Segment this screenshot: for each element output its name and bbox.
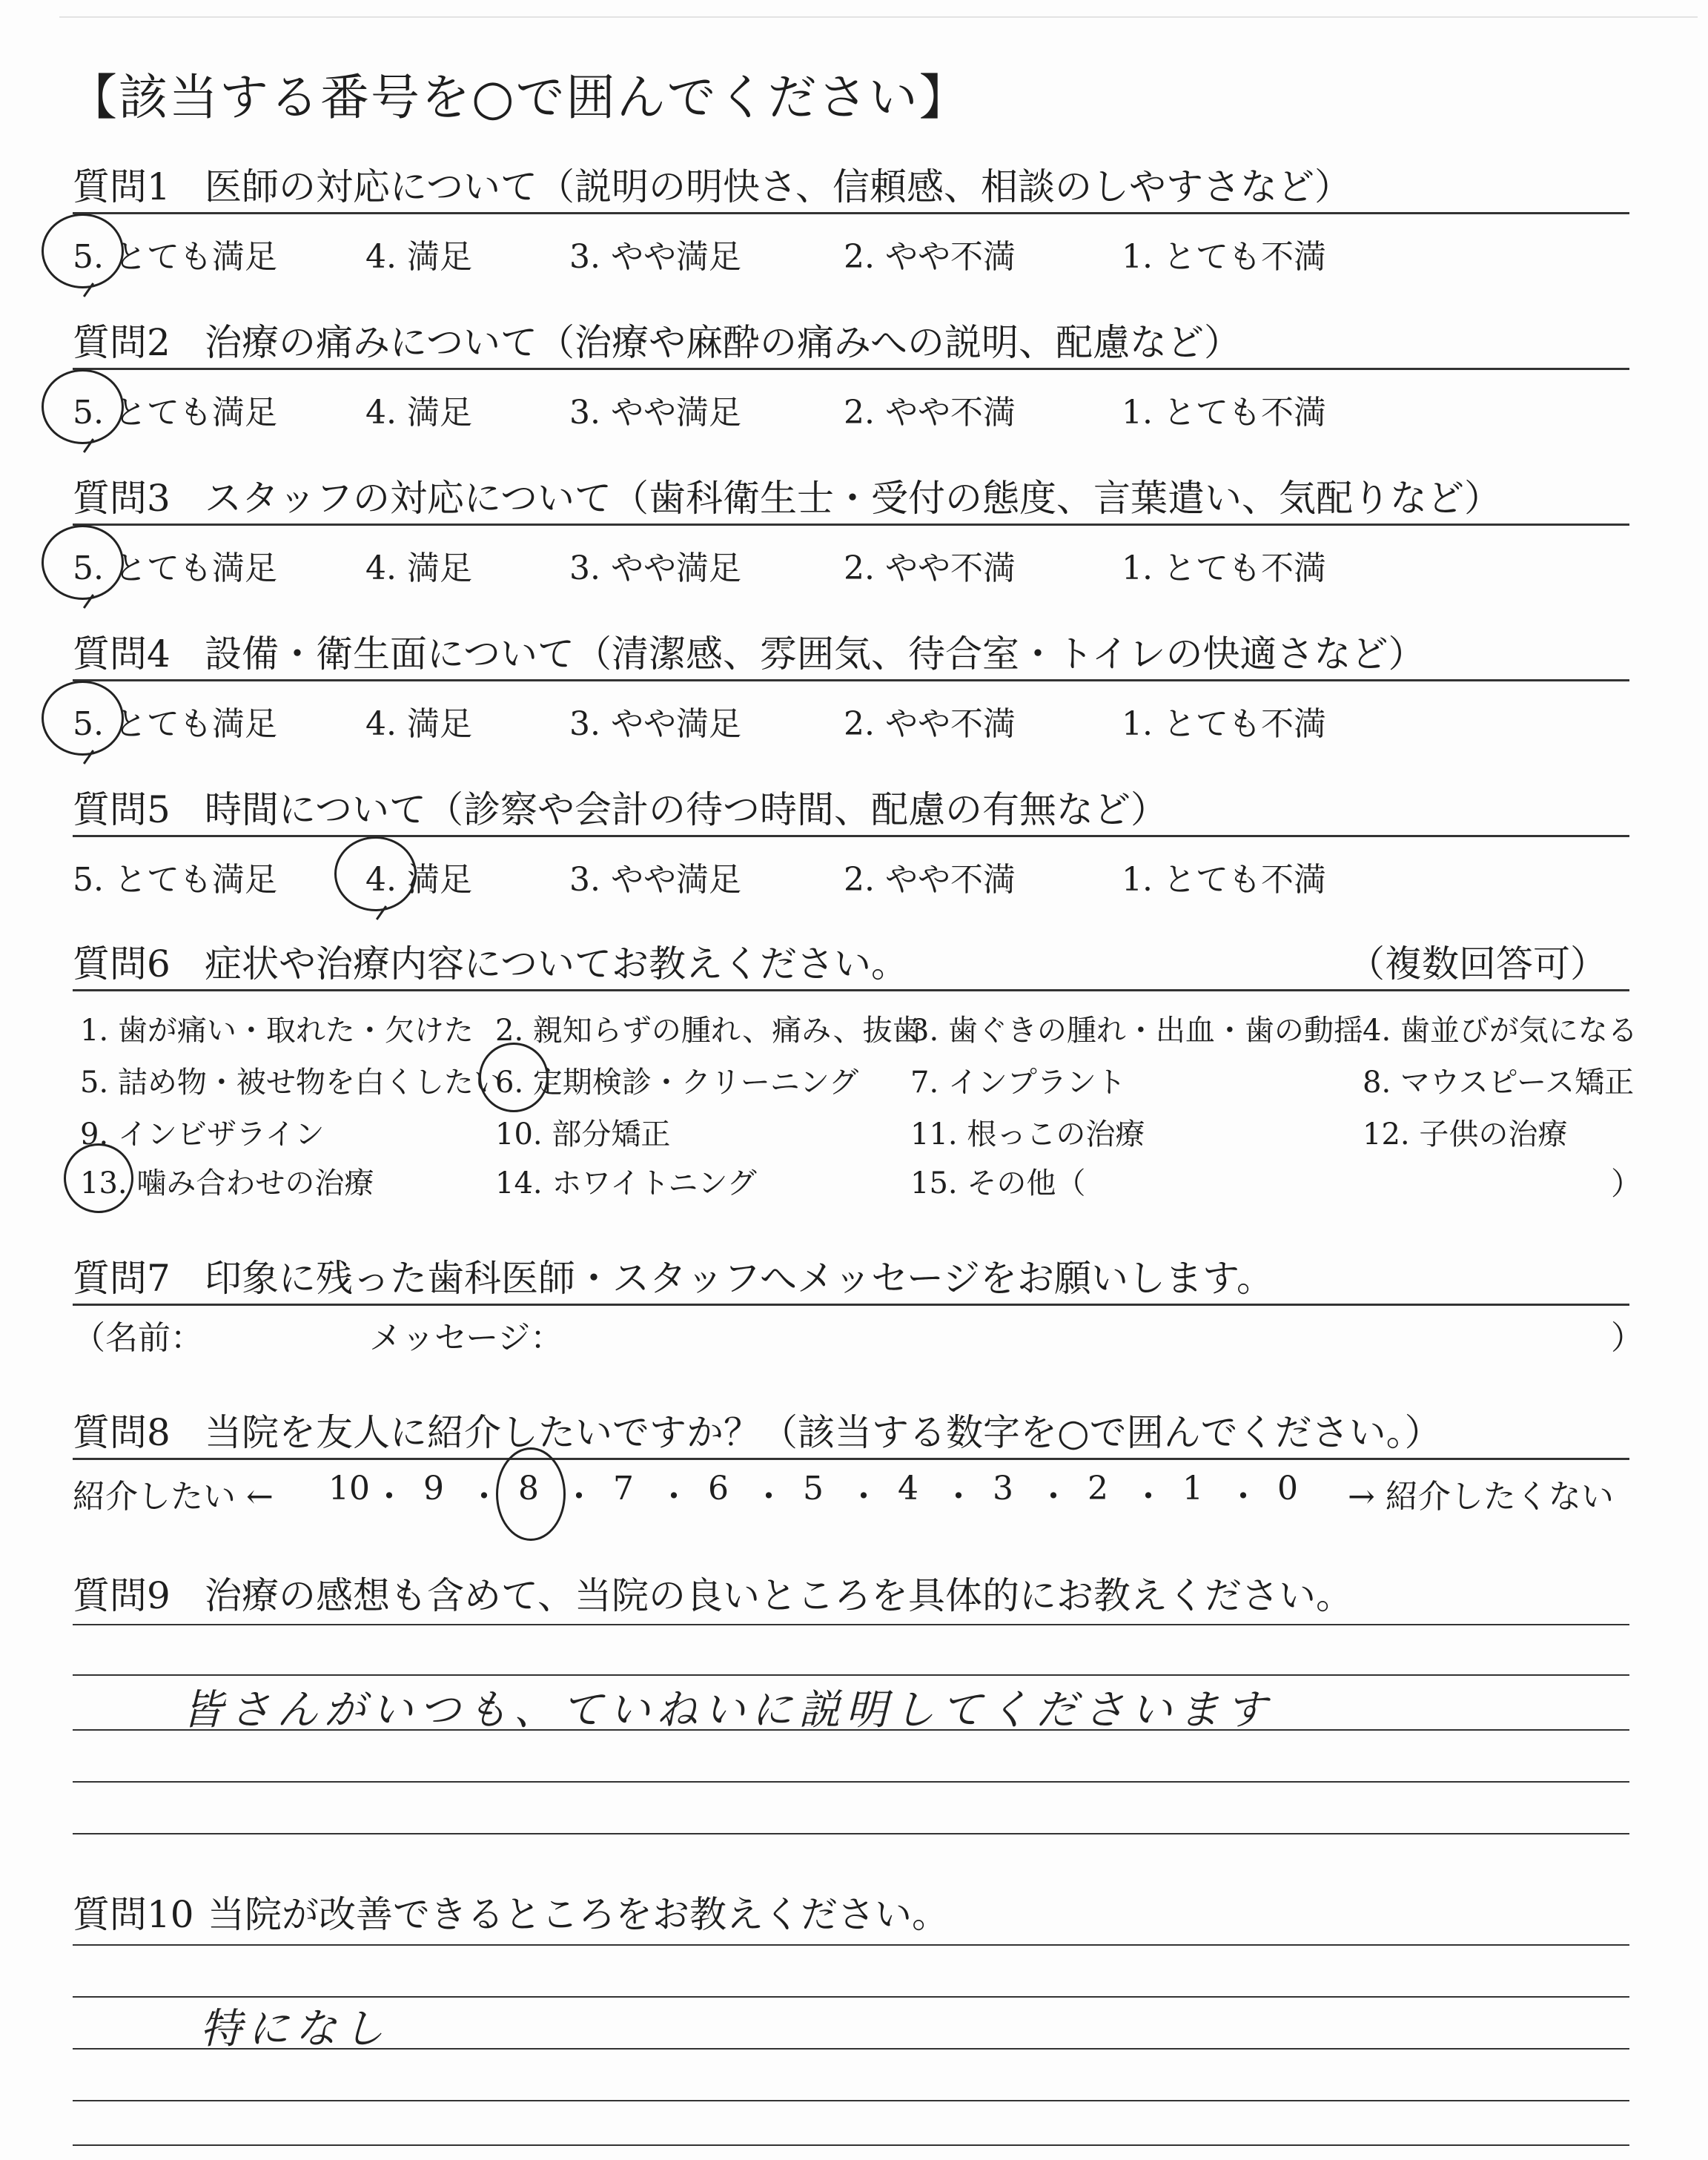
rating-option-1: 1. とても不満 (1122, 238, 1326, 276)
scale-separator: ・ (373, 1478, 406, 1516)
scale-value-10: 10 (328, 1470, 370, 1507)
question-8-header (73, 1401, 1629, 1460)
question-8 (73, 1401, 1629, 1516)
question-5 (73, 779, 1629, 899)
question-7-header (73, 1247, 1629, 1306)
treatment-option-5: 5. 詰め物・被せ物を白くしたい (80, 1066, 503, 1100)
question-number: 質問8 (73, 1411, 171, 1454)
scale-separator: ・ (847, 1478, 880, 1516)
question-3-header (73, 467, 1629, 526)
selection-circle (334, 836, 417, 911)
rating-option-4: 4. 満足 (365, 861, 472, 899)
question-number: 質問10 (73, 1893, 194, 1936)
rating-option-4: 4. 満足 (365, 705, 472, 743)
scale-value-2: 2 (1088, 1470, 1108, 1507)
rating-option-1: 1. とても不満 (1122, 394, 1326, 432)
question-number: 質問6 (73, 942, 171, 985)
scale-value-7: 7 (613, 1470, 634, 1507)
handwritten-answer-q10: 特になし (200, 2005, 390, 2053)
question-number: 質問4 (73, 633, 171, 676)
question-text: 設備・衛生面について（清潔感、雰囲気、待合室・トイレの快適さなど） (205, 633, 1426, 676)
question-text: 治療の痛みについて（治療や麻酔の痛みへの説明、配慮など） (205, 321, 1241, 364)
handwritten-answer-q9: 皆さんがいつも、ていねいに説明してくださいます (182, 1686, 1273, 1734)
treatment-option-1: 1. 歯が痛い・取れた・欠けた (80, 1014, 474, 1048)
treatment-option-15: 15. その他（ (910, 1166, 1086, 1200)
rating-option-5: 5. とても満足 (73, 705, 277, 743)
treatment-option-8: 8. マウスピース矯正 (1363, 1066, 1635, 1100)
rating-option-4: 4. 満足 (365, 549, 472, 587)
question-text: スタッフの対応について（歯科衛生士・受付の態度、言葉遣い、気配りなど） (205, 477, 1501, 520)
treatment-option-2: 2. 親知らずの腫れ、痛み、抜歯 (495, 1014, 922, 1048)
scale-separator: ・ (1132, 1478, 1165, 1516)
scale-value-4: 4 (898, 1470, 918, 1507)
rating-option-5: 5. とても満足 (73, 394, 277, 432)
question-number: 質問7 (73, 1257, 171, 1300)
scale-separator: ・ (752, 1478, 785, 1516)
rating-option-3: 3. やや満足 (569, 705, 741, 743)
form-title: 【該当する番号を○で囲んでください】 (68, 69, 970, 126)
scale-value-0: 0 (1277, 1470, 1298, 1507)
scale-value-8: 8 (518, 1470, 539, 1507)
question-1-header (73, 156, 1629, 214)
rating-option-5: 5. とても満足 (73, 549, 277, 587)
question-4-header (73, 623, 1629, 681)
rating-option-2: 2. やや不満 (844, 861, 1016, 899)
rating-option-2: 2. やや不満 (844, 705, 1016, 743)
selection-circle (42, 681, 124, 756)
answer-line (73, 1781, 1629, 1783)
treatment-option-12: 12. 子供の治療 (1363, 1117, 1568, 1152)
scale-separator: ・ (658, 1478, 690, 1516)
rating-option-3: 3. やや満足 (569, 861, 741, 899)
question-5-header (73, 779, 1629, 837)
answer-line (73, 1833, 1629, 1834)
rating-option-4: 4. 満足 (365, 238, 472, 276)
question-text: 時間について（診察や会計の待つ時間、配慮の有無など） (205, 788, 1168, 831)
recommend-label: 紹介したい ← (73, 1478, 274, 1516)
answer-line (73, 2144, 1629, 2146)
question-text: 医師の対応について（説明の明快さ、信頼感、相談のしやすさなど） (205, 165, 1351, 208)
top-border-line (59, 16, 1698, 18)
message-label: メッセージ： (369, 1319, 563, 1357)
treatment-option-6: 6. 定期検診・クリーニング (495, 1066, 859, 1100)
question-2 (73, 311, 1629, 432)
selection-circle (42, 525, 124, 600)
rating-option-5: 5. とても満足 (73, 861, 277, 899)
multiple-answer-note: （複数回答可） (1348, 942, 1607, 985)
not-recommend-label: → 紹介したくない (1348, 1478, 1614, 1516)
rating-option-2: 2. やや不満 (844, 238, 1016, 276)
scale-separator: ・ (1037, 1478, 1070, 1516)
question-10-header (73, 1883, 1629, 1940)
scale-value-5: 5 (803, 1470, 824, 1507)
treatment-option-4: 4. 歯並びが気になる (1363, 1014, 1638, 1048)
answer-line (73, 1624, 1629, 1625)
question-4 (73, 623, 1629, 743)
selection-circle (42, 214, 124, 288)
question-number: 質問3 (73, 477, 171, 520)
treatment-option-9: 9. インビザライン (80, 1117, 325, 1152)
question-10 (73, 1883, 1629, 1940)
question-7 (73, 1247, 1644, 1357)
scale-separator: ・ (563, 1478, 595, 1516)
answer-line (73, 1674, 1629, 1676)
rating-option-1: 1. とても不満 (1122, 861, 1326, 899)
scale-value-6: 6 (708, 1470, 729, 1507)
question-1 (73, 156, 1629, 276)
message-close-paren: ） (1611, 1319, 1644, 1357)
scale-value-1: 1 (1182, 1470, 1203, 1507)
question-9 (73, 1565, 1629, 1621)
rating-option-2: 2. やや不満 (844, 549, 1016, 587)
rating-option-3: 3. やや満足 (569, 549, 741, 587)
question-number: 質問9 (73, 1574, 171, 1617)
scale-separator: ・ (942, 1478, 975, 1516)
selection-circle (42, 369, 124, 444)
scale-value-9: 9 (423, 1470, 444, 1507)
rating-option-4: 4. 満足 (365, 394, 472, 432)
treatment-option-14: 14. ホワイトニング (495, 1166, 757, 1200)
question-number: 質問1 (73, 165, 171, 208)
question-text: 印象に残った歯科医師・スタッフへメッセージをお願いします。 (205, 1257, 1274, 1300)
rating-option-1: 1. とても不満 (1122, 549, 1326, 587)
selection-circle (496, 1447, 566, 1541)
treatment-option-3: 3. 歯ぐきの腫れ・出血・歯の動揺 (910, 1014, 1363, 1048)
rating-option-1: 1. とても不満 (1122, 705, 1326, 743)
rating-option-2: 2. やや不満 (844, 394, 1016, 432)
question-3 (73, 467, 1629, 587)
scale-separator: ・ (468, 1478, 500, 1516)
treatment-option-7: 7. インプラント (910, 1066, 1126, 1100)
rating-option-3: 3. やや満足 (569, 394, 741, 432)
scale-value-3: 3 (993, 1470, 1013, 1507)
rating-option-5: 5. とても満足 (73, 238, 277, 276)
answer-line (73, 1944, 1629, 1946)
treatment-option-10: 10. 部分矯正 (495, 1117, 671, 1152)
rating-option-3: 3. やや満足 (569, 238, 741, 276)
selection-circle (64, 1143, 133, 1213)
question-9-header (73, 1565, 1629, 1621)
other-close-paren: ） (1611, 1166, 1643, 1202)
question-2-header (73, 311, 1629, 370)
question-text: 当院が改善できるところをお教えください。 (208, 1893, 949, 1936)
question-number: 質問2 (73, 321, 171, 364)
name-label: （名前： (73, 1319, 203, 1357)
question-6-header (73, 933, 1629, 991)
treatment-option-13: 13. 噛み合わせの治療 (80, 1166, 374, 1200)
selection-circle (479, 1043, 549, 1112)
treatment-option-11: 11. 根っこの治療 (910, 1117, 1145, 1152)
scale-separator: ・ (1227, 1478, 1260, 1516)
question-text: 治療の感想も含めて、当院の良いところを具体的にお教えください。 (205, 1574, 1353, 1617)
question-text: 症状や治療内容についてお教えください。 (205, 942, 908, 985)
answer-line (73, 2100, 1629, 2101)
question-number: 質問5 (73, 788, 171, 831)
question-text: 当院を友人に紹介したいですか？（該当する数字を○で囲んでください。） (205, 1411, 1442, 1454)
question-6 (73, 933, 1643, 1202)
